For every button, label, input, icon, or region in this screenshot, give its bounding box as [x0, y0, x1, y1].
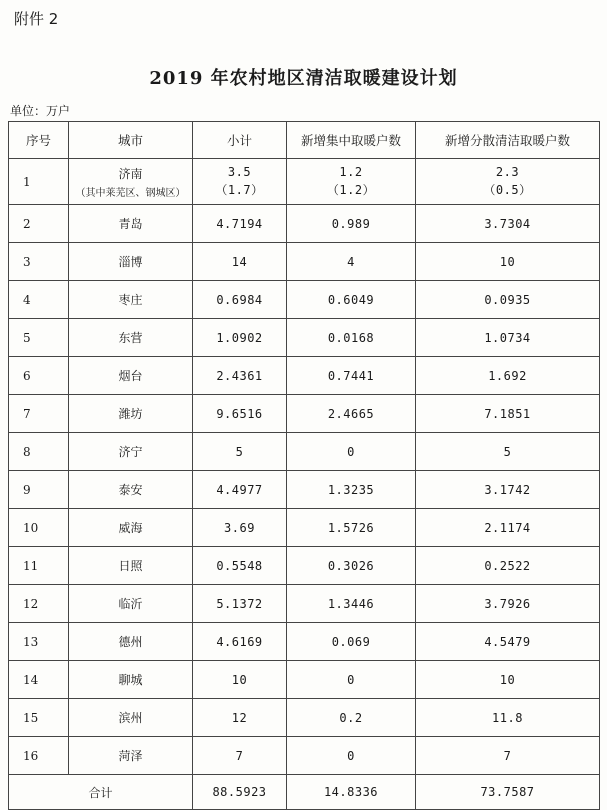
cell-subtotal: 4.7194	[193, 205, 287, 243]
cell-city: 泰安	[69, 471, 193, 509]
cell-central: 4	[287, 243, 416, 281]
cell-dispersed: 10	[416, 243, 600, 281]
cell-dispersed: 3.7304	[416, 205, 600, 243]
table-row	[9, 737, 600, 775]
table-row	[9, 243, 600, 281]
cell-dispersed: 4.5479	[416, 623, 600, 661]
cell-central: 0	[287, 737, 416, 775]
cell-central: 0.2	[287, 699, 416, 737]
cell-seq: 12	[9, 585, 69, 623]
table-row	[9, 471, 600, 509]
cell-city	[69, 159, 193, 205]
dispersed-value: 2.3	[495, 165, 520, 179]
cell-subtotal: 10	[193, 661, 287, 699]
cell-dispersed: 11.8	[416, 699, 600, 737]
table-row	[9, 205, 600, 243]
cell-subtotal: 0.6984	[193, 281, 287, 319]
attachment-label: 附件 2	[14, 10, 59, 28]
cell-central: 0	[287, 661, 416, 699]
table-row	[9, 281, 600, 319]
cell-dispersed: 0.2522	[416, 547, 600, 585]
cell-dispersed: 1.692	[416, 357, 600, 395]
table-row	[9, 159, 600, 205]
cell-subtotal: 5	[193, 433, 287, 471]
cell-central: 0	[287, 433, 416, 471]
cell-central: 0.069	[287, 623, 416, 661]
cell-seq: 16	[9, 737, 69, 775]
cell-seq: 11	[9, 547, 69, 585]
table-header-row	[9, 122, 600, 159]
table-row	[9, 585, 600, 623]
total-central: 14.8336	[287, 775, 416, 810]
table-row	[9, 357, 600, 395]
cell-seq: 6	[9, 357, 69, 395]
table-row	[9, 547, 600, 585]
cell-seq: 15	[9, 699, 69, 737]
table-row	[9, 623, 600, 661]
city-note: （其中莱芜区、钢城区）	[75, 187, 186, 199]
cell-city: 淄博	[69, 243, 193, 281]
cell-seq: 2	[9, 205, 69, 243]
city-name: 济南	[118, 166, 143, 181]
total-row	[9, 775, 600, 810]
cell-seq: 8	[9, 433, 69, 471]
table-row	[9, 319, 600, 357]
cell-dispersed: 5	[416, 433, 600, 471]
unit-label: 单位：万户	[10, 104, 71, 118]
cell-seq: 10	[9, 509, 69, 547]
cell-subtotal	[193, 159, 287, 205]
central-note: （1.2）	[326, 183, 376, 197]
header-city: 城市	[69, 122, 193, 159]
header-dispersed: 新增分散清洁取暖户数	[416, 122, 600, 159]
central-value: 1.2	[339, 165, 363, 179]
cell-subtotal: 14	[193, 243, 287, 281]
cell-subtotal: 1.0902	[193, 319, 287, 357]
total-subtotal: 88.5923	[193, 775, 287, 810]
cell-central: 1.3235	[287, 471, 416, 509]
cell-seq: 1	[9, 159, 69, 205]
cell-dispersed: 7.1851	[416, 395, 600, 433]
dispersed-note: （0.5）	[483, 183, 532, 197]
cell-seq: 13	[9, 623, 69, 661]
cell-subtotal: 5.1372	[193, 585, 287, 623]
cell-seq: 4	[9, 281, 69, 319]
cell-seq: 3	[9, 243, 69, 281]
cell-city: 临沂	[69, 585, 193, 623]
cell-central: 2.4665	[287, 395, 416, 433]
table-row	[9, 699, 600, 737]
cell-subtotal: 9.6516	[193, 395, 287, 433]
cell-dispersed: 1.0734	[416, 319, 600, 357]
page-title: 2019 年农村地区清洁取暖建设计划	[149, 68, 458, 89]
cell-subtotal: 3.69	[193, 509, 287, 547]
cell-subtotal: 4.4977	[193, 471, 287, 509]
cell-subtotal: 4.6169	[193, 623, 287, 661]
header-subtotal: 小计	[193, 122, 287, 159]
cell-central: 0.989	[287, 205, 416, 243]
cell-city: 济宁	[69, 433, 193, 471]
cell-subtotal: 0.5548	[193, 547, 287, 585]
cell-city: 菏泽	[69, 737, 193, 775]
header-central: 新增集中取暖户数	[287, 122, 416, 159]
cell-seq: 7	[9, 395, 69, 433]
cell-central: 0.3026	[287, 547, 416, 585]
cell-dispersed: 3.1742	[416, 471, 600, 509]
cell-subtotal: 2.4361	[193, 357, 287, 395]
cell-dispersed: 2.1174	[416, 509, 600, 547]
table-row	[9, 395, 600, 433]
heating-plan-table	[8, 121, 600, 810]
total-dispersed: 73.7587	[416, 775, 600, 810]
cell-city: 威海	[69, 509, 193, 547]
subtotal-value: 3.5	[227, 165, 252, 179]
table-row	[9, 433, 600, 471]
cell-seq: 9	[9, 471, 69, 509]
cell-city: 烟台	[69, 357, 193, 395]
cell-city: 德州	[69, 623, 193, 661]
cell-central: 0.6049	[287, 281, 416, 319]
cell-city: 青岛	[69, 205, 193, 243]
cell-dispersed: 0.0935	[416, 281, 600, 319]
cell-city: 日照	[69, 547, 193, 585]
cell-central	[287, 159, 416, 205]
cell-city: 枣庄	[69, 281, 193, 319]
subtotal-note: （1.7）	[215, 183, 264, 197]
table-row	[9, 509, 600, 547]
cell-seq: 14	[9, 661, 69, 699]
cell-central: 1.5726	[287, 509, 416, 547]
cell-dispersed	[416, 159, 600, 205]
cell-dispersed: 7	[416, 737, 600, 775]
cell-city: 聊城	[69, 661, 193, 699]
cell-dispersed: 3.7926	[416, 585, 600, 623]
cell-seq: 5	[9, 319, 69, 357]
total-label: 合计	[9, 775, 193, 810]
cell-subtotal: 7	[193, 737, 287, 775]
cell-central: 1.3446	[287, 585, 416, 623]
cell-central: 0.7441	[287, 357, 416, 395]
cell-city: 东营	[69, 319, 193, 357]
cell-city: 潍坊	[69, 395, 193, 433]
cell-subtotal: 12	[193, 699, 287, 737]
cell-city: 滨州	[69, 699, 193, 737]
header-seq: 序号	[9, 122, 69, 159]
cell-central: 0.0168	[287, 319, 416, 357]
cell-dispersed: 10	[416, 661, 600, 699]
table-row	[9, 661, 600, 699]
